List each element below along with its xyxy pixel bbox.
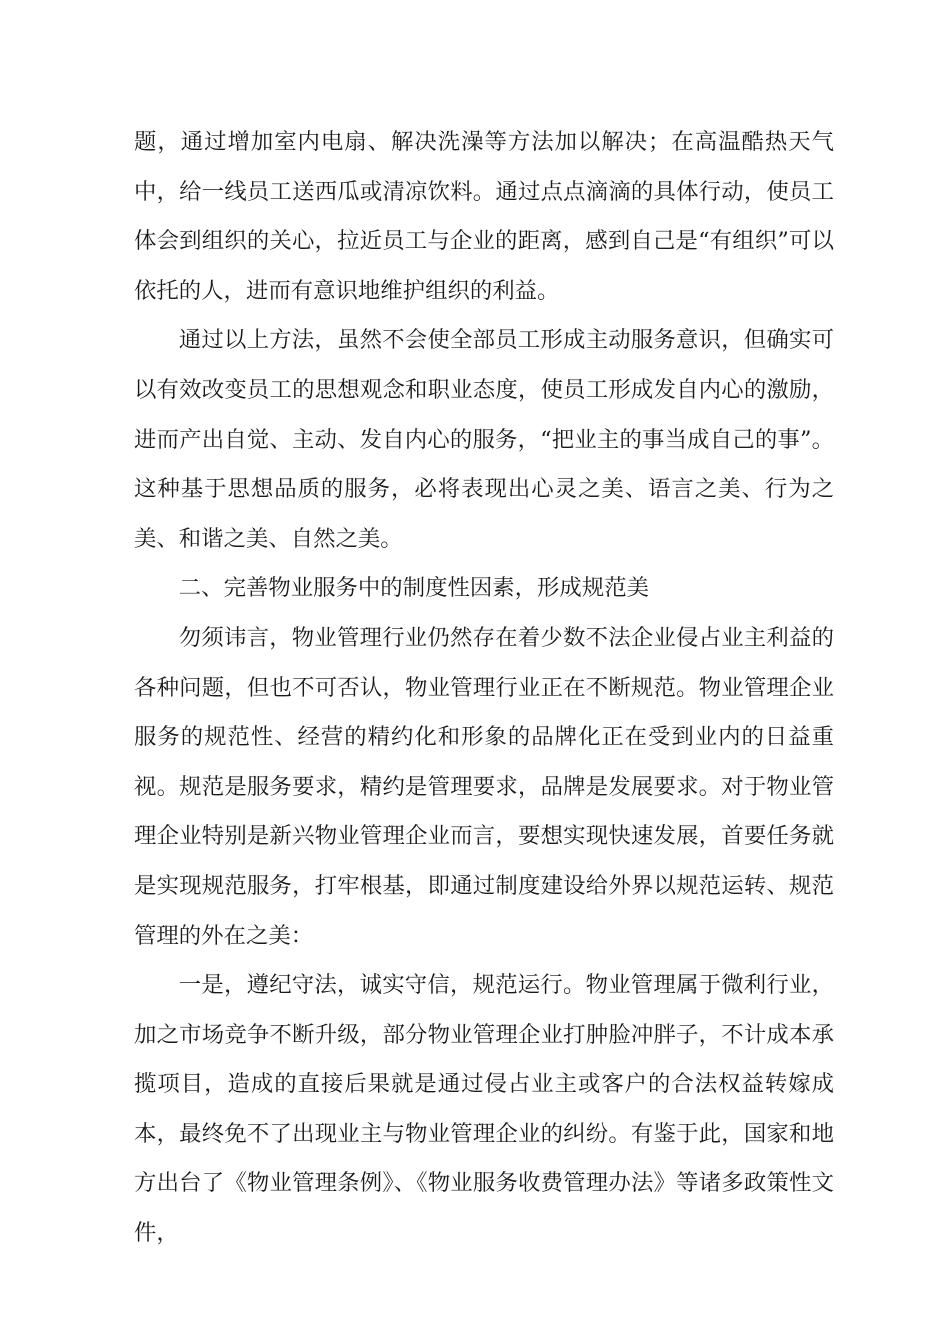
paragraph: 一是，遵纪守法，诚实守信，规范运行。物业管理属于微利行业，加之市场竞争不断升级，部分物业管理企业打肿脸冲胖子，不计成本承揽项目，造成的直接后果就是通过侵占业主或客户的合法权益转嫁成本，最终免不了出现业主与物业管理企业的纠纷。有鉴于此，国家和地方出台了《物业管理条例》、《物业服务收费管理办法》等诸多政策性文件， [134,972,834,1247]
paragraph: 通过以上方法，虽然不会使全部员工形成主动服务意识，但确实可以有效改变员工的思想观念和职业态度，使员工形成发自内心的激励，进而产出自觉、主动、发自内心的服务，“把业主的事当成自己的事”。这种基于思想品质的服务，必将表现出心灵之美、语言之美、行为之美、和谐之美、自然之美。 [134,327,834,552]
paragraph: 勿须讳言，物业管理行业仍然存在着少数不法企业侵占业主利益的各种问题，但也不可否认，物业管理行业正在不断规范。物业管理企业服务的规范性、经营的精约化和形象的品牌化正在受到业内的日益重视。规范是服务要求，精约是管理要求，品牌是发展要求。对于物业管理企业特别是新兴物业管理企业而言，要想实现快速发展，首要任务就是实现规范服务，打牢根基，即通过制度建设给外界以规范运转、规范管理的外在之美： [134,624,834,949]
section-heading: 二、完善物业服务中的制度性因素，形成规范美 [178,575,649,602]
document-body [134,118,834,1259]
paragraph-continuation: 题，通过增加室内电扇、解决洗澡等方法加以解决；在高温酷热天气中，给一线员工送西瓜或清凉饮料。通过点点滴滴的具体行动，使员工体会到组织的关心，拉近员工与企业的距离，感到自己是“有组织”可以依托的人，进而有意识地维护组织的利益。 [134,129,834,304]
